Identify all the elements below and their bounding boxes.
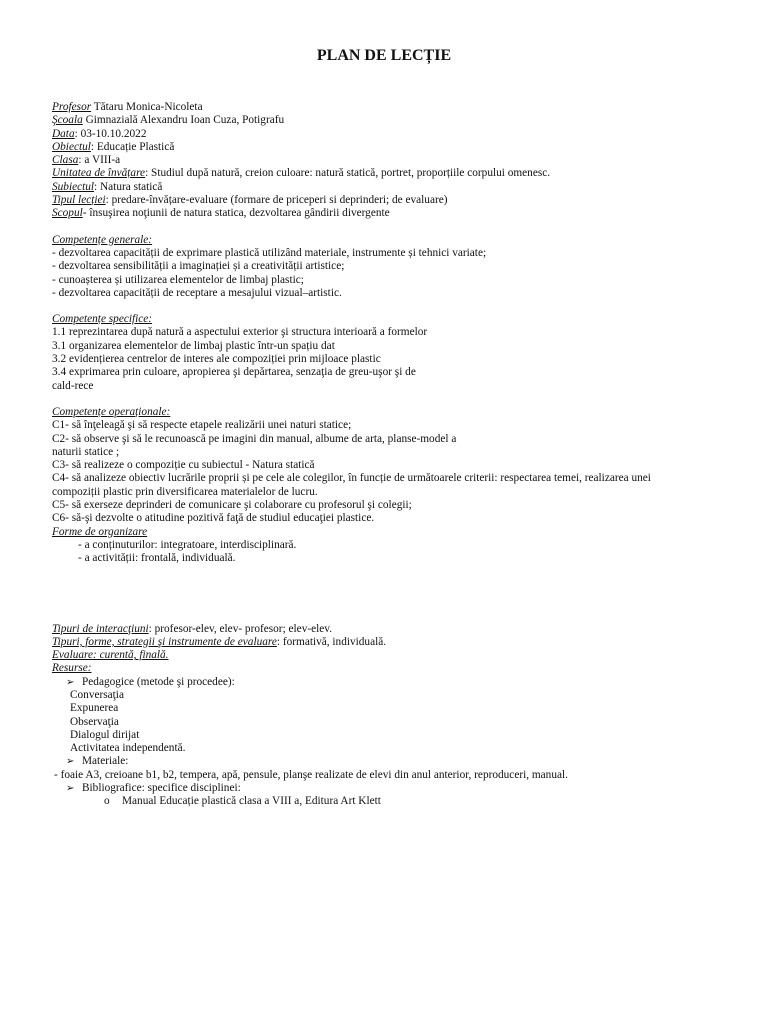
spacer <box>52 566 732 623</box>
list-item: C1- să înţeleagă şi să respecte etapele realizării unei naturi statice; <box>52 419 352 432</box>
list-item: - a activității: frontală, individuală. <box>78 552 236 565</box>
info-scoala <box>52 114 732 127</box>
info-obiectul <box>52 141 732 154</box>
lesson-plan-body <box>52 101 732 809</box>
circle-bullet-icon: o <box>104 795 110 808</box>
arrow-bullet-icon: ➢ <box>66 676 75 688</box>
list-item: Dialogul dirijat <box>70 728 140 741</box>
info-profesor <box>52 101 732 114</box>
arrow-bullet-icon: ➢ <box>66 783 75 795</box>
bullet-pedagogice <box>52 676 732 689</box>
list-item: 3.4 exprimarea prin culoare, apropierea şi depărtarea, senzaţia de greu-uşor şi de <box>52 366 416 379</box>
list-item: compoziții plastic prin diversificarea materialelor de lucru. <box>52 485 318 498</box>
info-data <box>52 128 732 141</box>
list-item: 3.2 evidențierea centrelor de interes ale compoziției prin mijloace plastic <box>52 353 381 366</box>
competente-operationale-heading: Competențe operaționale: <box>52 405 171 418</box>
info-unitatea <box>52 167 732 180</box>
info-label: Scopul <box>52 207 83 220</box>
info-label: Profesor <box>52 101 92 113</box>
list-item: C2- să observe şi să le recunoască pe imagini din manual, albume de arta, planse-model a <box>52 432 457 445</box>
list-item: - a conținuturilor: integratoare, interdisciplinară. <box>78 538 297 551</box>
tipuri-interactiuni <box>52 623 732 636</box>
list-item: Expunerea <box>70 702 119 715</box>
forme-organizare-heading: Forme de organizare <box>52 525 148 538</box>
competente-generale-heading: Competențe generale: <box>52 233 153 246</box>
evaluare-line: Evaluare: curentă, finală. <box>52 649 169 662</box>
list-item: cald-rece <box>52 379 94 392</box>
info-clasa <box>52 154 732 167</box>
info-value: : Studiul după natură, creion culoare: natură statică, portret, proporțiile corpului omenesc. <box>145 167 551 180</box>
bullet-materiale <box>52 755 732 768</box>
competente-specifice-heading: Competențe specifice: <box>52 313 153 326</box>
info-value: : 03-10.10.2022 <box>74 127 147 140</box>
info-label: Şcoala <box>52 114 83 127</box>
info-label: Unitatea de învățare <box>52 167 146 180</box>
list-item: 3.1 organizarea elementelor de limbaj plastic într-un spațiu dat <box>52 339 335 352</box>
manual-item <box>52 795 732 808</box>
spacer <box>52 221 732 234</box>
list-item: C3- să realizeze o compoziție cu subiectul - Natura statică <box>52 459 315 472</box>
spacer <box>52 300 732 313</box>
info-subiectul <box>52 181 732 194</box>
info-value: Gimnazială Alexandru Ioan Cuza, Potigrafu <box>82 114 285 127</box>
page-title: PLAN DE LECȚIE <box>316 47 452 64</box>
materiale-text: - foaie A3, creioane b1, b2, tempera, apă, pensule, planşe realizate de elevi din anul anterior, reproduceri, manual. <box>54 768 568 781</box>
info-value: : predare-învățare-evaluare (formare de priceperi si deprinderi; de evaluare) <box>105 194 448 207</box>
info-value: : a VIII-a <box>78 154 121 167</box>
info-value: : Natura statică <box>94 180 163 193</box>
list-item: C5- să exerseze deprinderi de comunicare şi colaborare cu profesorul şi colegii; <box>52 499 412 512</box>
list-item: C6- să-şi dezvolte o atitudine pozitivă faţă de studiul educaţiei plastice. <box>52 512 375 525</box>
list-item: - cunoașterea și utilizarea elementelor de limbaj plastic; <box>52 273 304 286</box>
info-label: Tipul lecției <box>52 194 106 207</box>
info-label: Clasa <box>52 154 79 167</box>
list-item: naturii statice ; <box>52 445 120 458</box>
info-value: : profesor-elev, elev- profesor; elev-elev. <box>148 622 333 635</box>
list-item: Observaţia <box>70 715 119 728</box>
bullet-bibliografice <box>52 782 732 795</box>
info-label: Data <box>52 127 75 140</box>
info-value: - însuşirea noţiunii de natura statica, dezvoltarea gândirii divergente <box>82 207 390 220</box>
info-value: : formativă, individuală. <box>276 635 387 648</box>
arrow-bullet-icon: ➢ <box>66 756 75 768</box>
list-item: Conversaţia <box>70 688 124 701</box>
tipuri-evaluare <box>52 636 732 649</box>
info-value: : Educație Plastică <box>90 140 175 153</box>
resurse-heading: Resurse: <box>52 662 92 675</box>
list-item: C4- să analizeze obiectiv lucrările proprii și pe cele ale colegilor, în funcție de următoarele criterii: respectarea temei, realizarea unei <box>52 472 651 485</box>
info-label: Subiectul <box>52 180 95 193</box>
bullet-label: Materiale: <box>82 755 129 768</box>
list-item: - dezvoltarea sensibilității a imaginației și a creativității artistice; <box>52 260 345 273</box>
list-item: Activitatea independentă. <box>70 742 186 755</box>
info-label: Tipuri de interacţiuni <box>52 622 149 635</box>
list-item: - dezvoltarea capacității de receptare a mesajului vizual–artistic. <box>52 286 342 299</box>
bullet-label: Pedagogice (metode şi procedee): <box>82 675 235 688</box>
info-value: Tătaru Monica-Nicoleta <box>91 101 203 113</box>
bullet-label: Bibliografice: specifice disciplinei: <box>82 782 241 795</box>
list-item: 1.1 reprezintarea după natură a aspectului exterior şi structura interioară a formelor <box>52 326 428 339</box>
info-tipul-lectiei <box>52 194 732 207</box>
spacer <box>52 393 732 406</box>
info-label: Obiectul <box>52 140 91 153</box>
manual-title: Manual Educație plastică clasa a VIII a, Editura Art Klett <box>122 795 381 808</box>
info-label: Tipuri, forme, strategii şi instrumente de evaluare <box>52 635 277 648</box>
list-item: - dezvoltarea capacității de exprimare plastică utilizând materiale, instrumente și tehnici variate; <box>52 246 487 259</box>
info-scopul <box>52 207 732 220</box>
